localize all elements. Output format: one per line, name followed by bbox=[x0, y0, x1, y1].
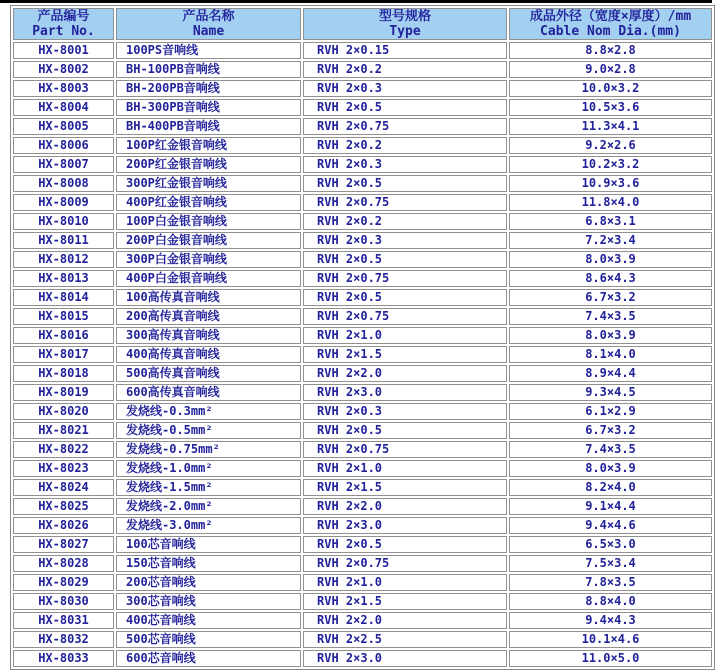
dia-cell: 7.2×3.4 bbox=[509, 232, 712, 249]
dia-cell: 9.4×4.6 bbox=[509, 517, 712, 534]
dia-cell: 6.1×2.9 bbox=[509, 403, 712, 420]
dia-cell: 10.1×4.6 bbox=[509, 631, 712, 648]
name-cell: 400P白金银音响线 bbox=[116, 270, 301, 287]
dia-cell: 10.0×3.2 bbox=[509, 80, 712, 97]
part-no-cell: HX-8020 bbox=[13, 403, 114, 420]
header-part-no-en: Part No. bbox=[32, 24, 95, 39]
part-no-cell: HX-8018 bbox=[13, 365, 114, 382]
name-cell: 300高传真音响线 bbox=[116, 327, 301, 344]
type-cell: RVH 2×0.3 bbox=[303, 80, 507, 97]
type-cell: RVH 2×0.75 bbox=[303, 308, 507, 325]
type-cell: RVH 2×1.0 bbox=[303, 327, 507, 344]
table-row bbox=[13, 194, 712, 211]
part-no-cell: HX-8011 bbox=[13, 232, 114, 249]
part-no-cell: HX-8009 bbox=[13, 194, 114, 211]
type-cell: RVH 2×0.75 bbox=[303, 118, 507, 135]
part-no-cell: HX-8002 bbox=[13, 61, 114, 78]
type-cell: RVH 2×0.5 bbox=[303, 422, 507, 439]
part-no-cell: HX-8006 bbox=[13, 137, 114, 154]
dia-cell: 7.4×3.5 bbox=[509, 308, 712, 325]
top-horizontal-rule bbox=[0, 0, 712, 3]
part-no-cell: HX-8027 bbox=[13, 536, 114, 553]
header-name-en: Name bbox=[192, 24, 225, 39]
type-cell: RVH 2×2.0 bbox=[303, 498, 507, 515]
type-cell: RVH 2×2.0 bbox=[303, 612, 507, 629]
name-cell: BH-200PB音响线 bbox=[116, 80, 301, 97]
table-row bbox=[13, 479, 712, 496]
dia-cell: 7.4×3.5 bbox=[509, 441, 712, 458]
name-cell: BH-400PB音响线 bbox=[116, 118, 301, 135]
table-body bbox=[13, 42, 712, 667]
dia-cell: 8.6×4.3 bbox=[509, 270, 712, 287]
part-no-cell: HX-8016 bbox=[13, 327, 114, 344]
name-cell: 发烧线-2.0mm² bbox=[116, 498, 301, 515]
table-row bbox=[13, 308, 712, 325]
type-cell: RVH 2×0.2 bbox=[303, 61, 507, 78]
table-row bbox=[13, 99, 712, 116]
part-no-cell: HX-8023 bbox=[13, 460, 114, 477]
type-cell: RVH 2×0.15 bbox=[303, 42, 507, 59]
header-row bbox=[13, 8, 712, 40]
table-row bbox=[13, 555, 712, 572]
table-row bbox=[13, 270, 712, 287]
header-part-no-zh: 产品编号 bbox=[37, 9, 90, 24]
dia-cell: 9.3×4.5 bbox=[509, 384, 712, 401]
type-cell: RVH 2×1.5 bbox=[303, 593, 507, 610]
type-cell: RVH 2×1.0 bbox=[303, 460, 507, 477]
part-no-cell: HX-8022 bbox=[13, 441, 114, 458]
type-cell: RVH 2×0.3 bbox=[303, 232, 507, 249]
part-no-cell: HX-8001 bbox=[13, 42, 114, 59]
name-cell: 500芯音响线 bbox=[116, 631, 301, 648]
name-cell: 发烧线-0.5mm² bbox=[116, 422, 301, 439]
type-cell: RVH 2×0.75 bbox=[303, 441, 507, 458]
part-no-cell: HX-8007 bbox=[13, 156, 114, 173]
part-no-cell: HX-8032 bbox=[13, 631, 114, 648]
name-cell: 300P白金银音响线 bbox=[116, 251, 301, 268]
type-cell: RVH 2×3.0 bbox=[303, 650, 507, 667]
table-row bbox=[13, 650, 712, 667]
table-row bbox=[13, 422, 712, 439]
part-no-cell: HX-8012 bbox=[13, 251, 114, 268]
part-no-cell: HX-8031 bbox=[13, 612, 114, 629]
table-row bbox=[13, 460, 712, 477]
header-type-zh: 型号规格 bbox=[378, 9, 431, 24]
part-no-cell: HX-8019 bbox=[13, 384, 114, 401]
header-type bbox=[303, 8, 507, 40]
header-name-zh: 产品名称 bbox=[182, 9, 235, 24]
dia-cell: 8.1×4.0 bbox=[509, 346, 712, 363]
table-row bbox=[13, 384, 712, 401]
type-cell: RVH 2×0.75 bbox=[303, 270, 507, 287]
dia-cell: 8.9×4.4 bbox=[509, 365, 712, 382]
table-header bbox=[13, 8, 712, 40]
part-no-cell: HX-8015 bbox=[13, 308, 114, 325]
table-row bbox=[13, 175, 712, 192]
dia-cell: 6.7×3.2 bbox=[509, 422, 712, 439]
part-no-cell: HX-8004 bbox=[13, 99, 114, 116]
type-cell: RVH 2×0.75 bbox=[303, 194, 507, 211]
type-cell: RVH 2×1.0 bbox=[303, 574, 507, 591]
name-cell: 发烧线-3.0mm² bbox=[116, 517, 301, 534]
name-cell: 400高传真音响线 bbox=[116, 346, 301, 363]
name-cell: 100PS音响线 bbox=[116, 42, 301, 59]
name-cell: BH-100PB音响线 bbox=[116, 61, 301, 78]
name-cell: 150芯音响线 bbox=[116, 555, 301, 572]
header-part-no bbox=[13, 8, 114, 40]
header-dia bbox=[509, 8, 712, 40]
dia-cell: 10.9×3.6 bbox=[509, 175, 712, 192]
name-cell: 600高传真音响线 bbox=[116, 384, 301, 401]
dia-cell: 11.0×5.0 bbox=[509, 650, 712, 667]
table-row bbox=[13, 156, 712, 173]
type-cell: RVH 2×3.0 bbox=[303, 517, 507, 534]
name-cell: 400芯音响线 bbox=[116, 612, 301, 629]
name-cell: 200高传真音响线 bbox=[116, 308, 301, 325]
type-cell: RVH 2×3.0 bbox=[303, 384, 507, 401]
dia-cell: 11.8×4.0 bbox=[509, 194, 712, 211]
part-no-cell: HX-8005 bbox=[13, 118, 114, 135]
name-cell: 发烧线-0.75mm² bbox=[116, 441, 301, 458]
dia-cell: 8.0×3.9 bbox=[509, 251, 712, 268]
name-cell: 200芯音响线 bbox=[116, 574, 301, 591]
name-cell: 200P红金银音响线 bbox=[116, 156, 301, 173]
table-row bbox=[13, 365, 712, 382]
type-cell: RVH 2×0.5 bbox=[303, 251, 507, 268]
dia-cell: 8.0×3.9 bbox=[509, 327, 712, 344]
part-no-cell: HX-8029 bbox=[13, 574, 114, 591]
type-cell: RVH 2×0.5 bbox=[303, 175, 507, 192]
dia-cell: 8.8×2.8 bbox=[509, 42, 712, 59]
table-row bbox=[13, 137, 712, 154]
part-no-cell: HX-8014 bbox=[13, 289, 114, 306]
name-cell: 400P红金银音响线 bbox=[116, 194, 301, 211]
part-no-cell: HX-8003 bbox=[13, 80, 114, 97]
name-cell: 100P白金银音响线 bbox=[116, 213, 301, 230]
product-spec-table bbox=[10, 5, 715, 670]
type-cell: RVH 2×2.0 bbox=[303, 365, 507, 382]
type-cell: RVH 2×0.5 bbox=[303, 99, 507, 116]
dia-cell: 9.0×2.8 bbox=[509, 61, 712, 78]
header-dia-zh: 成品外径（宽度×厚度）/mm bbox=[529, 9, 692, 24]
part-no-cell: HX-8026 bbox=[13, 517, 114, 534]
header-dia-en: Cable Nom Dia.(mm) bbox=[540, 24, 681, 39]
name-cell: BH-300PB音响线 bbox=[116, 99, 301, 116]
type-cell: RVH 2×0.2 bbox=[303, 213, 507, 230]
part-no-cell: HX-8033 bbox=[13, 650, 114, 667]
dia-cell: 7.8×3.5 bbox=[509, 574, 712, 591]
table-row bbox=[13, 251, 712, 268]
table-row bbox=[13, 441, 712, 458]
name-cell: 600芯音响线 bbox=[116, 650, 301, 667]
name-cell: 发烧线-0.3mm² bbox=[116, 403, 301, 420]
table-row bbox=[13, 213, 712, 230]
name-cell: 100P红金银音响线 bbox=[116, 137, 301, 154]
header-name bbox=[116, 8, 301, 40]
name-cell: 200P白金银音响线 bbox=[116, 232, 301, 249]
header-type-en: Type bbox=[389, 24, 421, 39]
table-row bbox=[13, 232, 712, 249]
type-cell: RVH 2×0.3 bbox=[303, 403, 507, 420]
table-row bbox=[13, 403, 712, 420]
table-row bbox=[13, 517, 712, 534]
dia-cell: 9.2×2.6 bbox=[509, 137, 712, 154]
part-no-cell: HX-8017 bbox=[13, 346, 114, 363]
table-row bbox=[13, 42, 712, 59]
table-row bbox=[13, 346, 712, 363]
dia-cell: 10.2×3.2 bbox=[509, 156, 712, 173]
dia-cell: 9.1×4.4 bbox=[509, 498, 712, 515]
table-row bbox=[13, 327, 712, 344]
type-cell: RVH 2×0.5 bbox=[303, 289, 507, 306]
dia-cell: 11.3×4.1 bbox=[509, 118, 712, 135]
dia-cell: 7.5×3.4 bbox=[509, 555, 712, 572]
type-cell: RVH 2×0.3 bbox=[303, 156, 507, 173]
type-cell: RVH 2×0.5 bbox=[303, 536, 507, 553]
part-no-cell: HX-8025 bbox=[13, 498, 114, 515]
name-cell: 300芯音响线 bbox=[116, 593, 301, 610]
table-row bbox=[13, 574, 712, 591]
dia-cell: 8.0×3.9 bbox=[509, 460, 712, 477]
name-cell: 300P红金银音响线 bbox=[116, 175, 301, 192]
table-row bbox=[13, 80, 712, 97]
table-row bbox=[13, 593, 712, 610]
table-row bbox=[13, 498, 712, 515]
type-cell: RVH 2×1.5 bbox=[303, 479, 507, 496]
table-row bbox=[13, 631, 712, 648]
name-cell: 100芯音响线 bbox=[116, 536, 301, 553]
dia-cell: 8.2×4.0 bbox=[509, 479, 712, 496]
name-cell: 发烧线-1.0mm² bbox=[116, 460, 301, 477]
dia-cell: 6.5×3.0 bbox=[509, 536, 712, 553]
part-no-cell: HX-8013 bbox=[13, 270, 114, 287]
name-cell: 100高传真音响线 bbox=[116, 289, 301, 306]
type-cell: RVH 2×2.5 bbox=[303, 631, 507, 648]
type-cell: RVH 2×0.2 bbox=[303, 137, 507, 154]
name-cell: 500高传真音响线 bbox=[116, 365, 301, 382]
table-row bbox=[13, 612, 712, 629]
part-no-cell: HX-8021 bbox=[13, 422, 114, 439]
part-no-cell: HX-8028 bbox=[13, 555, 114, 572]
table-row bbox=[13, 289, 712, 306]
part-no-cell: HX-8010 bbox=[13, 213, 114, 230]
part-no-cell: HX-8024 bbox=[13, 479, 114, 496]
name-cell: 发烧线-1.5mm² bbox=[116, 479, 301, 496]
part-no-cell: HX-8030 bbox=[13, 593, 114, 610]
dia-cell: 6.8×3.1 bbox=[509, 213, 712, 230]
type-cell: RVH 2×0.75 bbox=[303, 555, 507, 572]
table-row bbox=[13, 61, 712, 78]
part-no-cell: HX-8008 bbox=[13, 175, 114, 192]
dia-cell: 8.8×4.0 bbox=[509, 593, 712, 610]
table-row bbox=[13, 536, 712, 553]
dia-cell: 6.7×3.2 bbox=[509, 289, 712, 306]
table-row bbox=[13, 118, 712, 135]
dia-cell: 9.4×4.3 bbox=[509, 612, 712, 629]
type-cell: RVH 2×1.5 bbox=[303, 346, 507, 363]
dia-cell: 10.5×3.6 bbox=[509, 99, 712, 116]
